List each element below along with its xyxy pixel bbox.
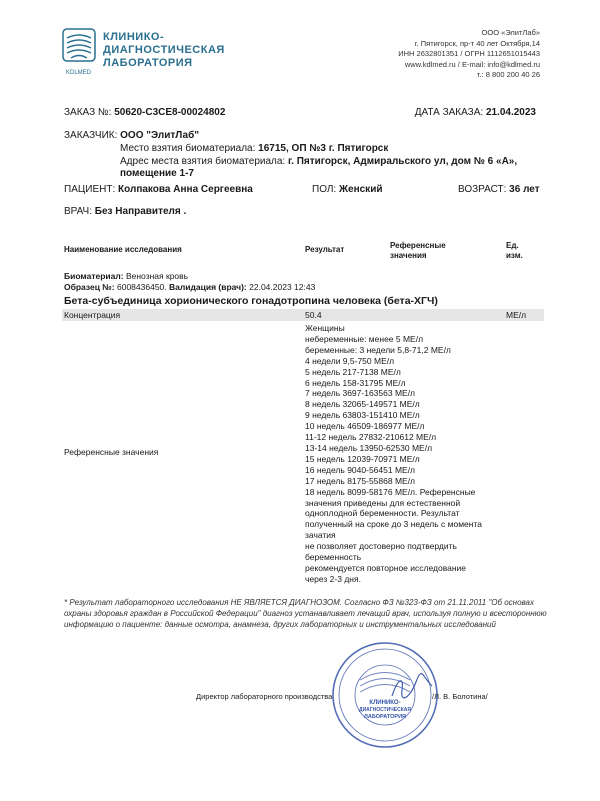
reference-line: 15 недель 12039-70971 МЕ/л xyxy=(305,453,420,464)
reference-line: 11-12 недель 27832-210612 МЕ/л xyxy=(305,432,437,443)
sampling-address-row-2 xyxy=(120,167,194,180)
age-label: ВОЗРАСТ: xyxy=(458,184,507,195)
signature-icon xyxy=(388,672,436,702)
reference-line: через 2-3 дня. xyxy=(305,573,361,584)
logo-subtitle: KDLMED xyxy=(66,70,92,76)
contact-line: г. Пятигорск, пр-т 40 лет Октября,14 xyxy=(414,38,540,48)
order-date-value: 21.04.2023 xyxy=(485,107,536,118)
contact-line: ИНН 2632801351 / ОГРН 1112651015443 xyxy=(398,49,540,58)
result-value: 50.4 xyxy=(305,310,322,320)
sampling-place-value: 16715, ОП №3 г. Пятигорск xyxy=(258,143,389,154)
reference-line: 16 недель 9040-56451 МЕ/л xyxy=(305,464,416,475)
col-header-unit-line-2: изм. xyxy=(506,251,523,260)
order-date xyxy=(415,107,536,118)
biomaterial-block xyxy=(64,271,315,293)
company-contacts xyxy=(398,28,540,81)
sample-row xyxy=(64,282,315,293)
patient-row xyxy=(64,183,253,196)
reference-line: рекомендуется повторное исследование xyxy=(305,562,467,573)
test-title: Бета-субъединица хорионического гонадотропина человека (бета-ХГЧ) xyxy=(64,295,438,307)
signer-name: /Л. В. Болотина/ xyxy=(432,692,488,701)
col-header-reference-line-1: Референсные xyxy=(390,241,446,250)
customer-row xyxy=(64,129,199,142)
sample-label: Образец №: xyxy=(64,282,115,292)
sample-value: 6008436450. xyxy=(117,282,167,292)
col-header-unit-line-1: Ед. xyxy=(506,241,519,250)
patient-name: Колпакова Анна Сергеевна xyxy=(118,184,253,195)
sampling-place-row xyxy=(120,142,388,155)
customer-name: ООО "ЭлитЛаб" xyxy=(120,130,200,141)
logo-line-1: КЛИНИКО- xyxy=(103,31,165,43)
doctor-label: ВРАЧ: xyxy=(64,206,93,217)
col-header-result: Результат xyxy=(305,245,345,254)
sex-value: Женский xyxy=(338,184,383,195)
reference-line: 7 недель 3697-163563 МЕ/л xyxy=(305,388,416,399)
reference-label: Референсные значения xyxy=(64,447,159,457)
biomaterial-value: Венозная кровь xyxy=(125,271,189,281)
reference-line: беременные: 3 недели 5,8-71,2 МЕ/л xyxy=(305,344,451,355)
order-number xyxy=(64,107,225,118)
logo-line-2: ДИАГНОСТИЧЕСКАЯ xyxy=(103,44,225,56)
result-parameter: Концентрация xyxy=(64,310,121,320)
reference-line: 5 недель 217-7138 МЕ/л xyxy=(305,366,401,377)
svg-text:КЛИНИКО-: КЛИНИКО- xyxy=(369,700,401,706)
col-header-unit xyxy=(506,241,523,261)
contact-line: ООО «ЭлитЛаб» xyxy=(481,28,540,37)
biomaterial-row xyxy=(64,271,315,282)
reference-line: беременность xyxy=(305,552,362,563)
reference-line: полученный на сроке до 3 недель с момента xyxy=(305,519,483,530)
age-value: 36 лет xyxy=(509,184,540,195)
reference-values xyxy=(305,323,505,585)
sampling-address-value: г. Пятигорск, Адмиральского ул, дом № 6 «А», xyxy=(288,156,518,167)
reference-line: 18 недель 8099-58176 МЕ/л. Референсные xyxy=(305,486,476,497)
director-title: Директор лабораторного производства xyxy=(196,692,333,701)
sex-row xyxy=(312,183,383,196)
reference-line: 9 недель 63803-151410 МЕ/л xyxy=(305,410,420,421)
col-header-reference-line-2: значения xyxy=(390,251,427,260)
sampling-place-label: Место взятия биоматериала: xyxy=(120,143,256,154)
contact-line: т.: 8 800 200 40 26 xyxy=(476,70,540,79)
col-header-name: Наименование исследования xyxy=(64,245,182,254)
doctor-name: Без Направителя . xyxy=(94,206,187,217)
order-number-label: ЗАКАЗ №: xyxy=(64,107,112,118)
order-number-value: 50620-C3CE8-00024802 xyxy=(114,107,226,118)
biomaterial-label: Биоматериал: xyxy=(64,271,124,281)
sampling-address-value-2: помещение 1-7 xyxy=(120,168,194,179)
reference-line: значения приведены для естественной xyxy=(305,497,461,508)
reference-line: зачатия xyxy=(305,530,336,541)
age-row xyxy=(458,183,540,196)
svg-text:ДИАГНОСТИЧЕСКАЯ: ДИАГНОСТИЧЕСКАЯ xyxy=(359,707,411,713)
reference-line: небеременные: менее 5 МЕ/л xyxy=(305,333,424,344)
col-header-reference xyxy=(390,241,446,261)
reference-line: 6 недель 158-31795 МЕ/л xyxy=(305,377,406,388)
logo-line-3: ЛАБОРАТОРИЯ xyxy=(103,57,193,69)
svg-text:ЛАБОРАТОРИЯ: ЛАБОРАТОРИЯ xyxy=(363,714,407,720)
patient-label: ПАЦИЕНТ: xyxy=(64,184,116,195)
result-row xyxy=(62,309,544,321)
reference-line: 8 недель 32065-149571 МЕ/л xyxy=(305,399,420,410)
reference-line: Женщины xyxy=(305,323,345,333)
sex-label: ПОЛ: xyxy=(312,184,337,195)
reference-line: 17 недель 8175-55868 МЕ/л xyxy=(305,475,416,486)
order-date-label: ДАТА ЗАКАЗА: xyxy=(414,107,484,118)
lab-logo-text xyxy=(103,31,225,70)
lab-logo-icon xyxy=(62,28,96,66)
customer-label: ЗАКАЗЧИК: xyxy=(64,130,118,141)
reference-line: не позволяет достоверно подтвердить xyxy=(305,541,457,552)
reference-line: 4 недели 9,5-750 МЕ/л xyxy=(305,355,395,366)
disclaimer: * Результат лабораторного исследования НЕ ЯВЛЯЕТСЯ ДИАГНОЗОМ. Согласно ФЗ №323-ФЗ от 21.11.2011 "Об основах охраны здоровья граждан в Российской Федерации" диагноз устанавливает лечащий врач, используя полную и всестороннюю информацию о пациенте: данные осмотра, анамнеза, других лабораторных и инструментальных исследований xyxy=(64,598,547,629)
reference-line: 13-14 недель 13950-62530 МЕ/л xyxy=(305,442,433,453)
reference-line: одноплодной беременности. Результат xyxy=(305,508,460,519)
validation-value: 22.04.2023 12:43 xyxy=(249,282,316,292)
sampling-address-label: Адрес места взятия биоматериала: xyxy=(120,156,286,167)
result-unit: МЕ/л xyxy=(506,310,527,320)
contact-line: www.kdlmed.ru / E-mail: info@kdlmed.ru xyxy=(404,59,540,69)
reference-line: 10 недель 46509-186977 МЕ/л xyxy=(305,421,425,432)
validation-label: Валидация (врач): xyxy=(169,282,247,292)
doctor-row xyxy=(64,205,186,218)
